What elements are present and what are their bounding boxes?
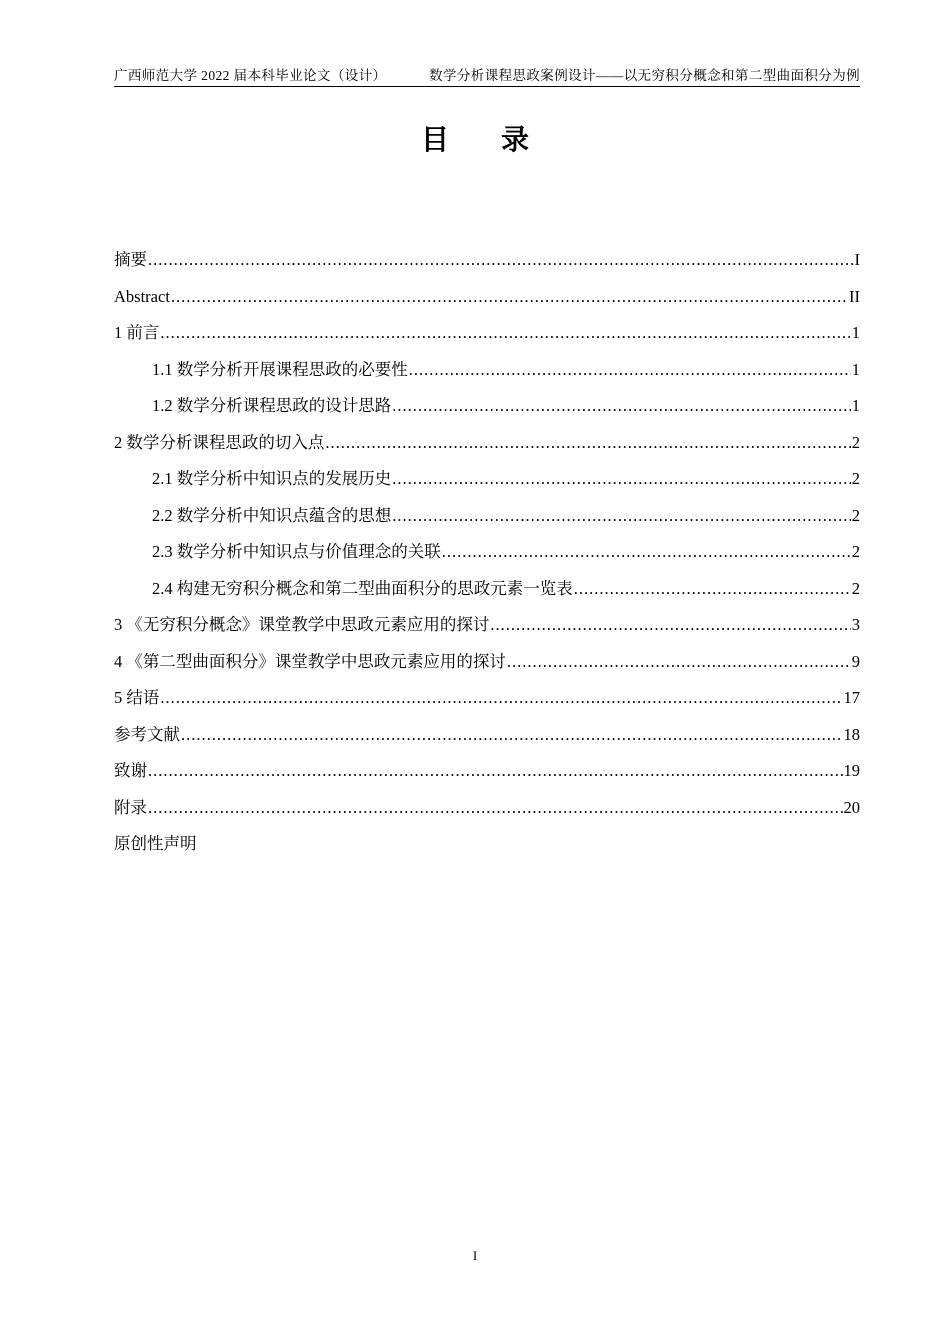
toc-dot-leader	[160, 680, 842, 717]
toc-entry[interactable]	[114, 644, 860, 681]
toc-entry-label: 2.3 数学分析中知识点与价值理念的关联	[152, 542, 441, 561]
toc-dot-leader	[148, 753, 843, 790]
toc-entry[interactable]	[114, 498, 860, 535]
toc-entry-label: Abstract	[114, 286, 170, 306]
toc-entry-label: 2.4 构建无穷积分概念和第二型曲面积分的思政元素一览表	[152, 578, 573, 598]
toc-entry-label: 附录	[114, 797, 147, 817]
toc-entry-page: 18	[843, 724, 860, 744]
toc-entry-label: 2 数学分析课程思政的切入点	[114, 432, 325, 452]
toc-dot-leader	[574, 571, 851, 608]
header-left: 广西师范大学 2022 届本科毕业论文（设计）	[114, 68, 387, 83]
toc-entry-page: II	[849, 286, 860, 306]
toc-entry-page: 2	[851, 469, 860, 488]
toc-entry-label: 2.1 数学分析中知识点的发展历史	[152, 469, 392, 488]
toc-entry[interactable]	[114, 680, 860, 717]
toc-entry-label: 摘要	[114, 250, 147, 269]
page-title: 目录	[420, 123, 581, 156]
toc-dot-leader	[490, 607, 850, 644]
header-right: 数学分析课程思政案例设计——以无穷积分概念和第二型曲面积分为例	[429, 68, 860, 83]
toc-entry-label: 1.2 数学分析课程思政的设计思路	[152, 396, 392, 415]
toc-entry-label: 1.1 数学分析开展课程思政的必要性	[152, 359, 408, 379]
toc-dot-leader	[171, 279, 848, 316]
toc-entry-page: I	[854, 250, 860, 269]
toc-entry[interactable]	[114, 352, 860, 389]
toc-entry[interactable]	[114, 242, 860, 279]
toc-entry-page: 2	[851, 432, 860, 452]
toc-entry-page: 1	[851, 323, 860, 342]
toc-entry[interactable]	[114, 315, 860, 352]
toc-dot-leader	[160, 315, 850, 352]
toc-entry[interactable]	[114, 461, 860, 498]
toc-entry-label: 致谢	[114, 761, 147, 780]
toc-entry[interactable]	[114, 388, 860, 425]
toc-dot-leader	[507, 644, 851, 681]
toc-entry[interactable]	[114, 534, 860, 571]
toc-dot-leader	[442, 534, 851, 571]
toc-entry-page: 9	[851, 651, 860, 671]
toc-entry-label: 原创性声明	[114, 834, 197, 853]
toc-entry[interactable]	[114, 753, 860, 790]
toc-entry-page: 2	[851, 578, 860, 598]
toc-entry[interactable]	[114, 571, 860, 608]
toc-dot-leader	[409, 352, 851, 389]
toc-entry-label: 3 《无穷积分概念》课堂教学中思政元素应用的探讨	[114, 615, 490, 634]
toc-entry[interactable]	[114, 790, 860, 827]
toc-entry[interactable]	[114, 826, 860, 863]
page-number: I	[472, 1248, 478, 1263]
toc-entry-label: 4 《第二型曲面积分》课堂教学中思政元素应用的探讨	[114, 651, 506, 671]
toc-entry-label: 5 结语	[114, 688, 160, 707]
toc-entry-page: 2	[851, 542, 860, 561]
toc-entry-page: 1	[851, 396, 860, 415]
toc-entry-label: 参考文献	[114, 724, 180, 744]
table-of-contents	[114, 242, 860, 863]
toc-entry[interactable]	[114, 717, 860, 754]
toc-entry[interactable]	[114, 607, 860, 644]
toc-dot-leader	[148, 242, 854, 279]
toc-entry-page: 2	[851, 505, 860, 525]
toc-dot-leader	[392, 498, 851, 535]
toc-dot-leader	[392, 461, 851, 498]
toc-dot-leader	[181, 717, 843, 754]
toc-entry-page: 3	[851, 615, 860, 634]
toc-dot-leader	[148, 790, 843, 827]
toc-entry-page: 20	[843, 797, 860, 817]
toc-entry[interactable]	[114, 425, 860, 462]
toc-entry-page: 17	[843, 688, 860, 707]
toc-entry-label: 2.2 数学分析中知识点蕴含的思想	[152, 505, 392, 525]
running-header	[114, 66, 860, 87]
toc-dot-leader	[325, 425, 850, 462]
toc-entry[interactable]	[114, 279, 860, 316]
toc-entry-page: 19	[843, 761, 860, 780]
toc-entry-label: 1 前言	[114, 323, 160, 342]
toc-entry-page: 1	[851, 359, 860, 379]
toc-dot-leader	[392, 388, 851, 425]
